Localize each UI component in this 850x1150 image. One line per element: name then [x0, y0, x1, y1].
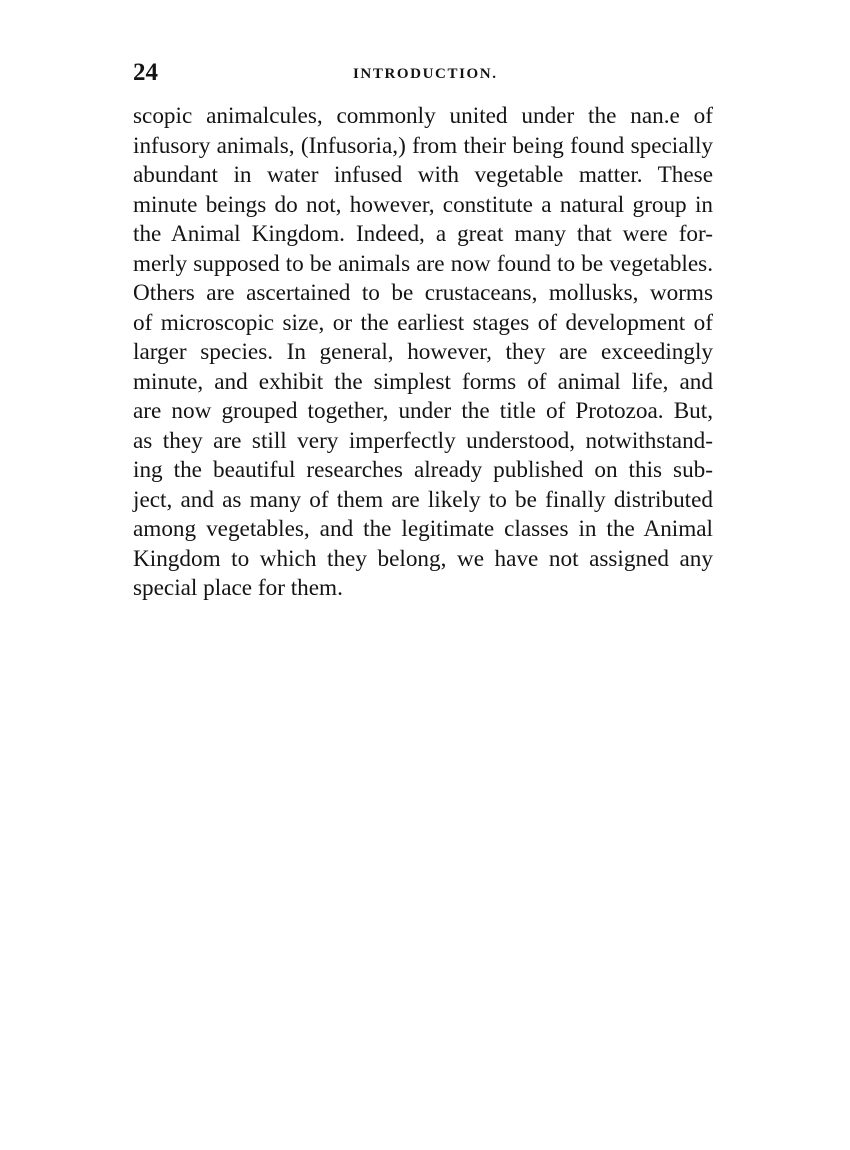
- text-line: Kingdom to which they belong, we have not assigned any: [133, 545, 713, 572]
- text-line: minute, and exhibit the simplest forms of animal life, and: [133, 368, 713, 395]
- text-line: infusory animals, (Infusoria,) from their being found specially: [133, 132, 713, 159]
- text-line: of microscopic size, or the earliest stages of development of: [133, 309, 713, 336]
- running-head: [133, 58, 718, 88]
- page-number: 24: [133, 59, 158, 86]
- text-line: the Animal Kingdom. Indeed, a great many that were for-: [133, 221, 713, 247]
- text-line: ject, and as many of them are likely to be finally distributed: [133, 486, 713, 513]
- text-line: are now grouped together, under the title of Protozoa. But,: [133, 398, 713, 424]
- text-line: Others are ascertained to be crustaceans, mollusks, worms: [133, 280, 713, 306]
- body-paragraph: [133, 102, 713, 604]
- text-line: minute beings do not, however, constitute a natural group in: [133, 191, 713, 218]
- text-line: merly supposed to be animals are now found to be vegetables.: [133, 250, 713, 277]
- running-title: INTRODUCTION.: [353, 66, 498, 82]
- text-line: among vegetables, and the legitimate classes in the Animal: [133, 516, 713, 542]
- text-line: special place for them.: [133, 575, 343, 601]
- text-line: abundant in water infused with vegetable matter. These: [133, 162, 713, 188]
- text-line: as they are still very imperfectly understood, notwithstand-: [133, 427, 713, 454]
- text-line: scopic animalcules, commonly united under the nan.e of: [133, 103, 713, 129]
- text-line: larger species. In general, however, they are exceedingly: [133, 339, 713, 365]
- text-line: ing the beautiful researches already published on this sub-: [133, 457, 713, 483]
